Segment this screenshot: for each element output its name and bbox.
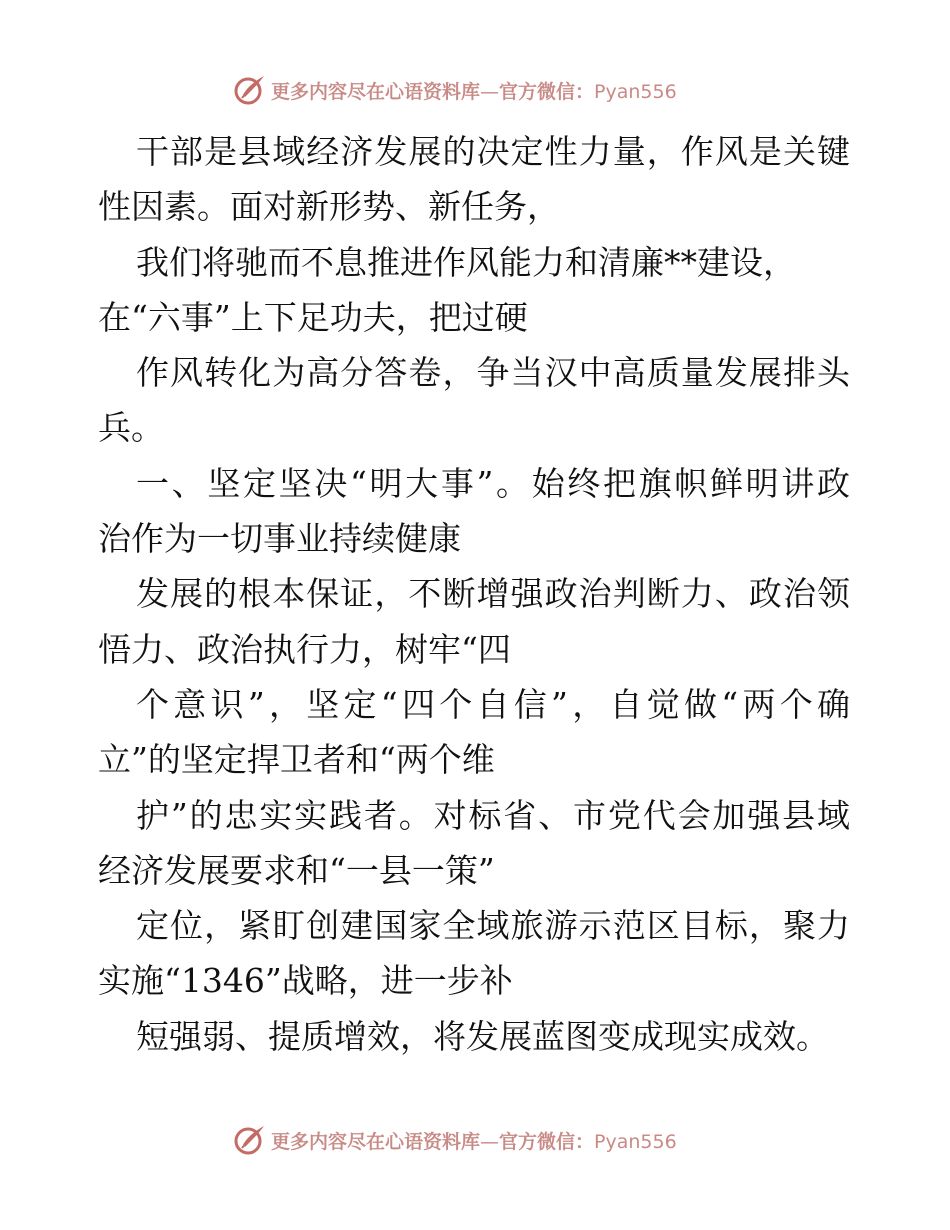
paragraph-line: 经济发展要求和“一县一策” xyxy=(98,850,495,890)
paragraph-line: 短强弱、提质增效，将发展蓝图变成现实成效。 xyxy=(136,1016,829,1056)
document-body xyxy=(98,124,858,1064)
paragraph-line: 干部是县域经济发展的决定性力量，作风是关键 xyxy=(136,132,850,171)
watermark-cn-text: 更多内容尽在心语资料库 xyxy=(271,1130,481,1153)
watermark-dash: — xyxy=(480,80,500,103)
paragraph-line: 性因素。面对新形势、新任务， xyxy=(98,187,560,227)
paragraph-line: 在“六事”上下足功夫，把过硬 xyxy=(98,297,528,337)
quill-circle-logo-icon xyxy=(233,1123,267,1157)
quill-circle-logo-icon xyxy=(233,73,267,107)
paragraph-line: 定位，紧盯创建国家全域旅游示范区目标，聚力 xyxy=(136,906,850,946)
watermark-contact-label: 官方微信： xyxy=(499,1130,595,1153)
paragraph-line: 护”的忠实实践者。对标省、市党代会加强县域 xyxy=(136,795,850,835)
paragraph-line: 个意识”，坚定“四个自信”，自觉做“两个确 xyxy=(136,684,850,724)
paragraph-line: 我们将驰而不息推进作风能力和清廉**建设， xyxy=(136,242,796,282)
watermark-cn-text: 更多内容尽在心语资料库 xyxy=(271,80,481,103)
watermark-contact-id: Pyan556 xyxy=(594,1130,677,1153)
watermark-contact-id: Pyan556 xyxy=(594,80,677,103)
header-watermark xyxy=(233,72,753,108)
paragraph-line: 实施“1346”战略，进一步补 xyxy=(98,961,513,1001)
watermark-dash: — xyxy=(480,1130,500,1153)
paragraph-line: 发展的根本保证，不断增强政治判断力、政治领 xyxy=(136,574,850,614)
paragraph-line: 兵。 xyxy=(98,408,164,448)
paragraph-line: 悟力、政治执行力，树牢“四 xyxy=(98,629,511,669)
watermark-text xyxy=(271,77,677,104)
paragraph-line: 治作为一切事业持续健康 xyxy=(98,519,461,559)
watermark-text xyxy=(271,1127,677,1154)
paragraph-line: 作风转化为高分答卷，争当汉中高质量发展排头 xyxy=(136,353,850,393)
paragraph-line: 立”的坚定捍卫者和“两个维 xyxy=(98,740,495,780)
watermark-contact-label: 官方微信： xyxy=(499,80,595,103)
footer-watermark xyxy=(233,1122,753,1158)
paragraph-line: 一、坚定坚决“明大事”。始终把旗帜鲜明讲政 xyxy=(136,463,850,503)
